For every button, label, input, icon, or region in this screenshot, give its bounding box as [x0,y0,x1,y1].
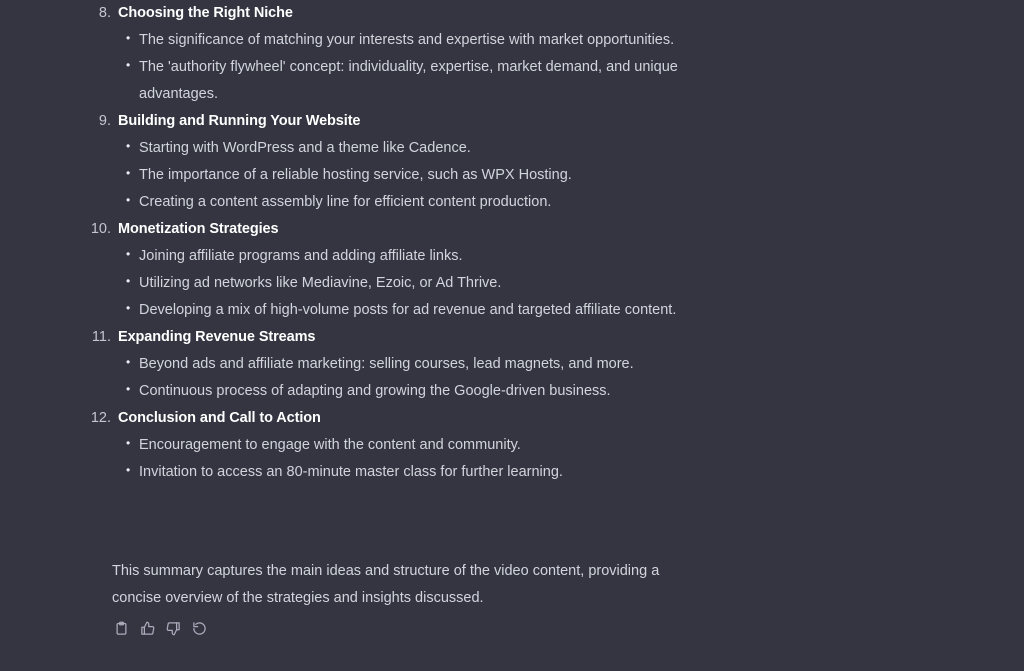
bullet-text: Invitation to access an 80-minute master class for further learning. [139,464,563,480]
section-title: Choosing the Right Niche [118,5,293,21]
bullet-item [126,135,687,162]
bullet-text: The 'authority flywheel' concept: individuality, expertise, market demand, and unique advantages. [139,59,678,102]
bullet-item [126,54,687,108]
bullet-item [126,378,687,405]
bullet-dot-icon: • [126,247,131,261]
section-title: Conclusion and Call to Action [118,410,321,426]
section-title: Expanding Revenue Streams [118,329,316,345]
clipboard-icon [114,621,129,636]
bullet-dot-icon: • [126,58,131,72]
section-title: Monetization Strategies [118,221,279,237]
section-number: 9. [98,113,111,129]
thumbs-down-icon [166,621,181,636]
section-number: 11. [91,329,111,345]
section-heading [90,405,724,432]
bullet-text: Beyond ads and affiliate marketing: selling courses, lead magnets, and more. [139,356,634,372]
copy-button[interactable] [112,619,130,637]
regenerate-button[interactable] [190,619,208,637]
outline-section [84,216,724,324]
outline-section [84,0,724,108]
bullet-dot-icon: • [126,166,131,180]
outline-section [84,405,724,486]
bullet-dot-icon: • [126,193,131,207]
regenerate-icon [192,621,207,636]
section-heading [91,324,724,351]
bullet-item [126,189,687,216]
bullet-text: Continuous process of adapting and growing the Google-driven business. [139,383,611,399]
bullet-item [126,459,687,486]
message-actions [112,618,208,638]
bullet-text: Developing a mix of high-volume posts for ad revenue and targeted affiliate content. [139,302,677,318]
bullet-text: Starting with WordPress and a theme like Cadence. [139,140,471,156]
thumbs-up-button[interactable] [138,619,156,637]
section-bullets [118,135,724,216]
bullet-dot-icon: • [126,274,131,288]
bullet-text: Joining affiliate programs and adding affiliate links. [139,248,463,264]
section-heading [98,0,724,27]
section-bullets [118,27,724,108]
bullet-item [126,27,687,54]
bullet-text: Utilizing ad networks like Mediavine, Ezoic, or Ad Thrive. [139,275,502,291]
section-bullets [118,351,724,405]
outline-section [84,324,724,405]
bullet-item [126,297,687,324]
bullet-dot-icon: • [126,139,131,153]
bullet-item [126,432,687,459]
section-heading [90,216,724,243]
bullet-dot-icon: • [126,355,131,369]
bullet-text: The significance of matching your interests and expertise with market opportunities. [139,32,675,48]
thumbs-up-icon [140,621,155,636]
bullet-text: Creating a content assembly line for efficient content production. [139,194,552,210]
section-number: 10. [90,221,111,237]
bullet-dot-icon: • [126,463,131,477]
assistant-message [84,0,724,486]
bullet-item [126,162,687,189]
summary-paragraph: This summary captures the main ideas and structure of the video content, providing a concise overview of the strategies and insights discussed. [112,563,660,606]
section-bullets [118,243,724,324]
bullet-item [126,243,687,270]
bullet-dot-icon: • [126,31,131,45]
section-bullets [118,432,724,486]
bullet-text: The importance of a reliable hosting service, such as WPX Hosting. [139,167,572,183]
thumbs-down-button[interactable] [164,619,182,637]
bullet-dot-icon: • [126,382,131,396]
bullet-text: Encouragement to engage with the content and community. [139,437,521,453]
section-title: Building and Running Your Website [118,113,361,129]
outline-section [84,108,724,216]
section-number: 12. [90,410,111,426]
bullet-dot-icon: • [126,436,131,450]
bullet-dot-icon: • [126,301,131,315]
summary-outline [84,0,724,486]
section-number: 8. [98,5,111,21]
bullet-item [126,351,687,378]
bullet-item [126,270,687,297]
section-heading [98,108,724,135]
